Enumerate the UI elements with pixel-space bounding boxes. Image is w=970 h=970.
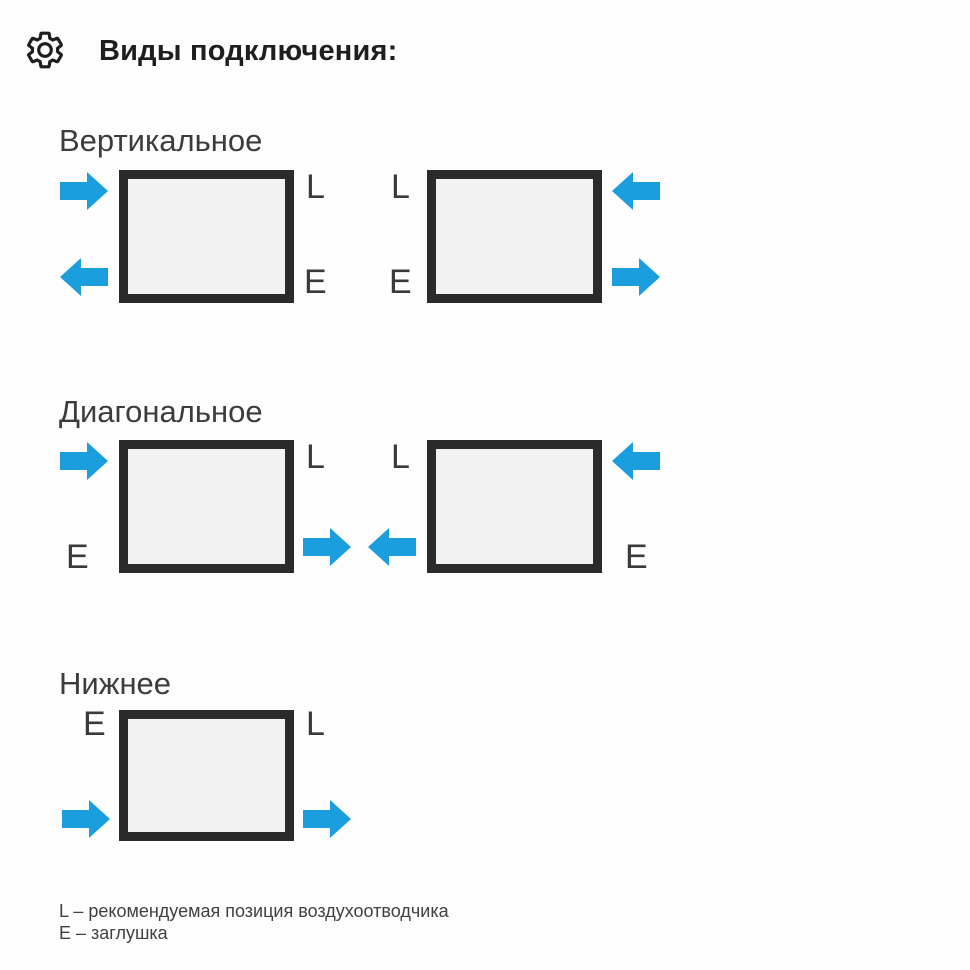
flow-arrow-outlet xyxy=(612,258,660,296)
section-label: Диагональное xyxy=(59,394,263,429)
legend xyxy=(59,900,449,944)
legend-line-air-vent: L – рекомендуемая позиция воздухоотводчика xyxy=(59,901,449,921)
radiator-rect xyxy=(427,170,602,303)
flow-arrow-inlet xyxy=(60,172,108,210)
radiator-rect xyxy=(119,710,294,841)
air-vent-marker: L xyxy=(306,705,325,743)
plug-marker: E xyxy=(66,538,89,576)
section-label: Вертикальное xyxy=(59,123,263,158)
section-label: Нижнее xyxy=(59,666,172,701)
plug-marker: E xyxy=(625,538,648,576)
flow-arrow-inlet xyxy=(60,442,108,480)
flow-arrow-inlet xyxy=(612,442,660,480)
radiator-rect xyxy=(119,170,294,303)
plug-marker: E xyxy=(304,263,327,301)
radiator-rect xyxy=(427,440,602,573)
plug-marker: E xyxy=(389,263,412,301)
plug-marker: E xyxy=(83,705,106,743)
flow-arrow-outlet xyxy=(303,800,351,838)
air-vent-marker: L xyxy=(306,438,325,476)
page-title: Виды подключения: xyxy=(99,35,398,67)
air-vent-marker: L xyxy=(391,168,410,206)
radiator-rect xyxy=(119,440,294,573)
flow-arrow-inlet xyxy=(62,800,110,838)
flow-arrow-outlet xyxy=(60,258,108,296)
flow-arrow-outlet xyxy=(368,528,416,566)
flow-arrow-outlet xyxy=(303,528,351,566)
gear-icon xyxy=(24,29,66,71)
legend-line-plug: E – заглушка xyxy=(59,923,168,943)
air-vent-marker: L xyxy=(306,168,325,206)
flow-arrow-inlet xyxy=(612,172,660,210)
air-vent-marker: L xyxy=(391,438,410,476)
